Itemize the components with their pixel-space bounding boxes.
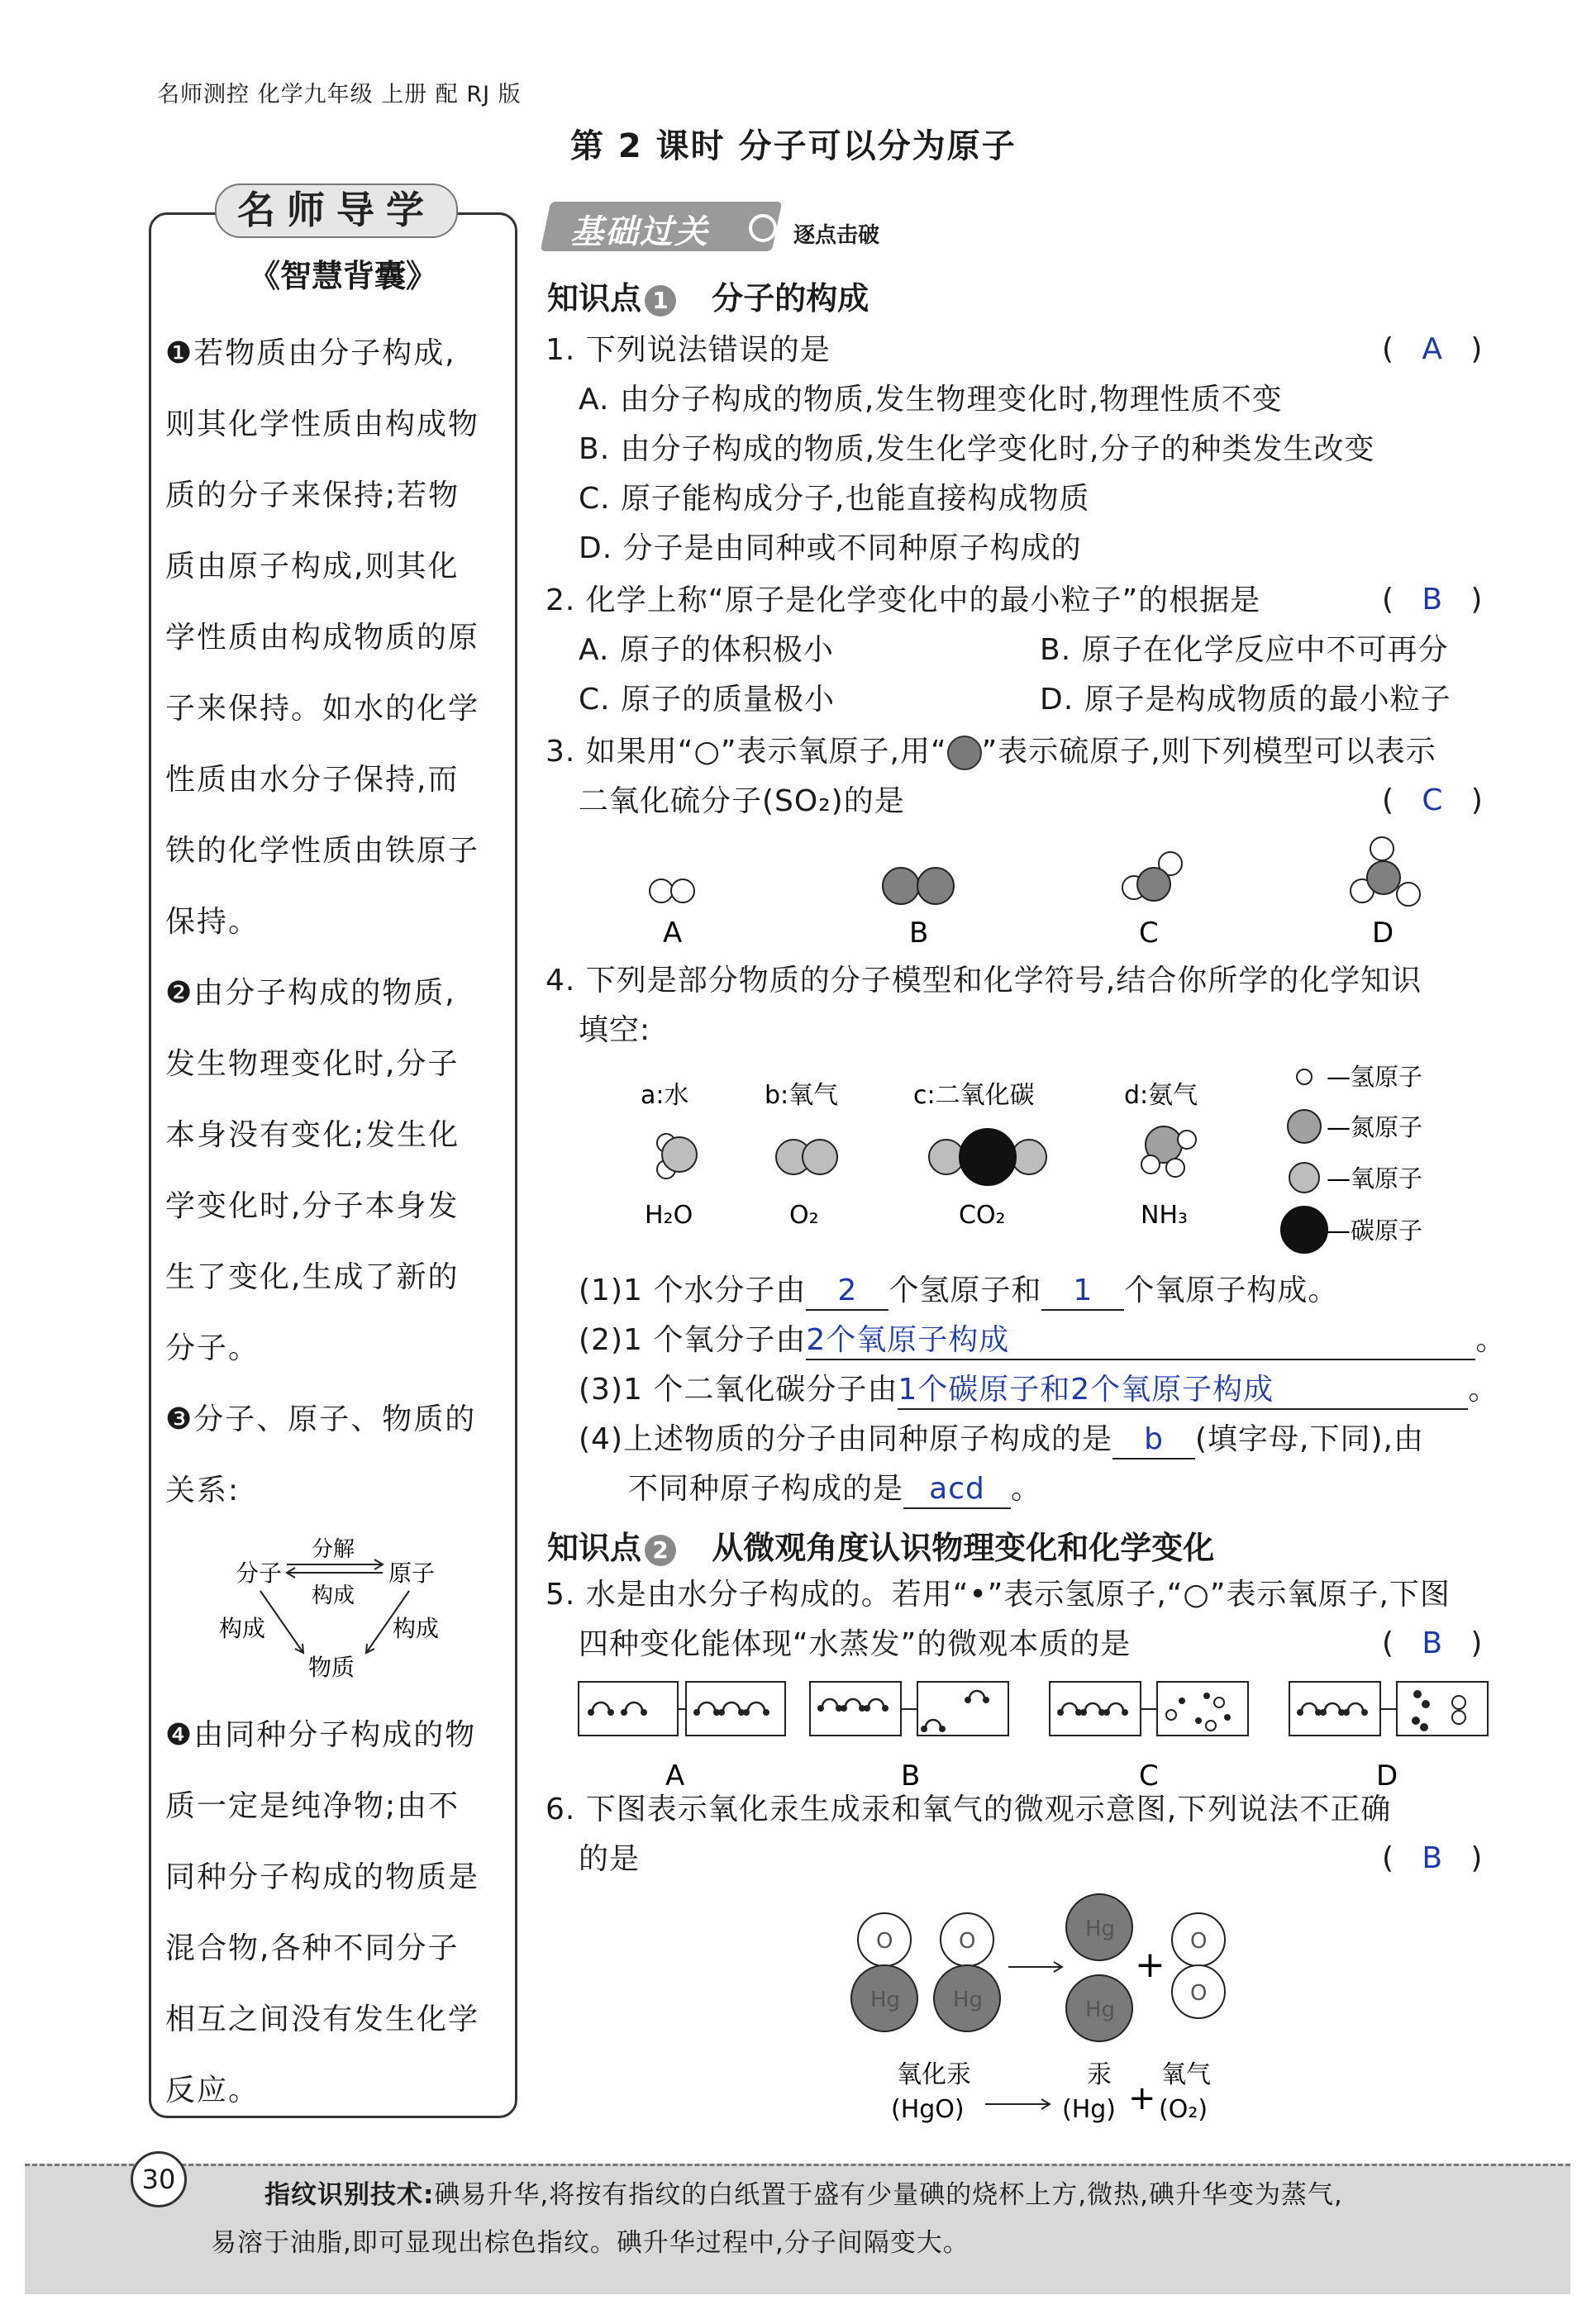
knowledge-point-1 [547,273,869,318]
oxygen-atom [1166,1710,1176,1720]
atom-label: O [1190,1929,1208,1954]
legend-hydrogen-icon [1297,1069,1312,1084]
q4-name: a:水 [641,1081,689,1110]
q5-label: C [1139,1759,1159,1793]
oxygen-atom [671,879,694,902]
q4-answer: acd [903,1471,1011,1509]
q4-text: (2)1 个氧分子由 [579,1323,807,1357]
kp-label: 知识点 [547,1530,642,1566]
atom-label: O [1190,1981,1208,2006]
sidebar-subtitle: 《智慧背囊》 [248,258,437,294]
q6-stem: 6. 下图表示氧化汞生成汞和氧气的微观示意图,下列说法不正确 [545,1793,1392,1826]
q4-models [628,1062,1579,1277]
q1-option: A. 由分子构成的物质,发生物理变化时,物理性质不变 [579,383,1283,417]
sidebar-line: 保持。 [165,905,260,939]
sulfur-atom [917,868,954,904]
q1-answer-paren: ( A ) [1382,332,1483,366]
q3-answer: C [1422,783,1443,817]
sulfur-atom [1367,861,1400,894]
q6-answer-paren: ( B ) [1382,1841,1483,1875]
sulfur-atom [1137,868,1170,901]
hydrogen-atom [1141,1155,1160,1174]
kp-number: 1 [645,285,676,317]
q3-label: C [1139,917,1159,950]
atom-label: Hg [953,1988,984,2012]
sidebar-line: 发生物理变化时,分子 [165,1047,460,1081]
diagram-compose: 构成 [312,1583,355,1608]
plus-sign: + [1128,2079,1156,2117]
sidebar-line: 本身没有变化;发生化 [165,1118,460,1152]
q2-answer: B [1422,583,1443,617]
q4-text: 个氧原子构成。 [1124,1274,1339,1307]
q4-formula: NH₃ [1141,1201,1189,1230]
oxygen-atom [1452,1696,1465,1709]
oxygen-atom [662,1137,697,1172]
hydrogen-atom [1166,1159,1184,1177]
section-banner-label: 基础过关 [570,213,709,251]
q4-sub2 [579,1322,1506,1360]
diagram-left: 构成 [219,1615,266,1642]
carbon-atom [960,1129,1016,1185]
diagram-molecule: 分子 [236,1559,283,1587]
product-formula: (O₂) [1159,2095,1208,2124]
q4-answer: 1 [1041,1273,1124,1311]
sidebar-line: 则其化学性质由构成物 [165,407,480,441]
sidebar-line: 学性质由构成物质的原 [165,621,480,655]
product-name: 氧气 [1161,2060,1211,2089]
product-name: 汞 [1087,2060,1112,2089]
q4-stem2: 填空: [579,1013,651,1047]
sidebar-line: 分子。 [165,1331,260,1365]
sidebar-line: 铁的化学性质由铁原子 [165,834,480,868]
q1-answer: A [1422,332,1443,366]
q5-answer: B [1422,1626,1443,1660]
kp-title: 分子的构成 [712,280,869,317]
q1-option: B. 由分子构成的物质,发生化学变化时,分子的种类发生改变 [579,432,1375,466]
q5-label: A [665,1759,685,1793]
sidebar-line: 质一定是纯净物;由不 [165,1789,460,1823]
kp-number: 2 [645,1535,676,1566]
q5-stem2: 四种变化能体现“水蒸发”的微观本质的是 [579,1627,1131,1661]
q1-option: D. 分子是由同种或不同种原子构成的 [579,531,1082,565]
sidebar-line: 混合物,各种不同分子 [165,1931,460,1965]
q6-answer: B [1422,1841,1443,1875]
q3-stem2: 二氧化硫分子(SO₂)的是 [579,784,905,818]
q4-name: c:二氧化碳 [913,1081,1035,1110]
q4-formula: O₂ [789,1201,819,1230]
page-number: 30 [131,2151,187,2207]
sidebar-line: ❸分子、原子、物质的 [165,1402,477,1436]
q5-answer-paren: ( B ) [1382,1626,1483,1660]
legend-label: —氢原子 [1327,1063,1423,1091]
sidebar-line: 相互之间没有发生化学 [165,2002,480,2036]
q2-stem: 2. 化学上称“原子是化学变化中的最小粒子”的根据是 [545,583,1261,617]
legend-label: —氧原子 [1327,1164,1423,1193]
q2-option: C. 原子的质量极小 [579,683,836,717]
sidebar-line: 反应。 [165,2074,260,2107]
plus-sign: + [1135,1944,1165,1986]
sidebar-line: 质的分子来保持;若物 [165,479,460,512]
oxygen-atom [1012,1140,1046,1174]
q4-text: 不同种原子构成的是 [628,1472,904,1506]
q2-option: D. 原子是构成物质的最小粒子 [1040,683,1451,717]
legend-label: —氮原子 [1327,1113,1423,1141]
q4-formula: H₂O [645,1201,693,1230]
legend-oxygen-icon [1289,1163,1319,1193]
q4-text: (3)1 个二氧化碳分子由 [579,1373,898,1407]
q3-label: A [663,917,683,950]
legend-nitrogen-icon [1288,1110,1321,1143]
q4-sub3 [579,1372,1498,1410]
sidebar-text-block-2 [165,1700,496,2126]
sidebar-line: 学变化时,分子本身发 [165,1189,460,1223]
state-box [1397,1682,1488,1736]
q1-stem: 1. 下列说法错误的是 [545,333,831,367]
relation-diagram [211,1525,459,1690]
q3-answer-paren: ( C ) [1382,783,1483,817]
arrow-left [260,1591,303,1653]
sidebar-line: 质由原子构成,则其化 [165,550,460,583]
reactant-name: 氧化汞 [897,2060,971,2089]
q2-option: A. 原子的体积极小 [579,633,834,667]
q6-stem2: 的是 [579,1842,641,1876]
q5-stem: 5. 水是由水分子构成的。若用“•”表示氢原子,“○”表示氧原子,下图 [545,1578,1451,1612]
sidebar-line: ❹由同种分子构成的物 [165,1718,477,1752]
sulfur-atom-icon [947,736,982,770]
q4-sub4-line2 [628,1471,1041,1509]
atom-label: Hg [870,1988,901,2012]
q1-option: C. 原子能构成分子,也能直接构成物质 [579,482,1090,516]
q4-text: (填字母,下同),由 [1195,1422,1424,1456]
kp-label: 知识点 [547,280,642,317]
atom-label: O [876,1929,893,1954]
sidebar-line: ❷由分子构成的物质, [165,976,456,1010]
sidebar-line: 子来保持。如水的化学 [165,692,480,726]
state-box [917,1682,1008,1736]
sulfur-atom [883,868,919,904]
target-icon [749,214,777,242]
oxygen-atom [1214,1698,1224,1707]
q4-text: 。 [1475,1323,1507,1357]
q4-sub4 [579,1421,1424,1459]
q5-label: D [1376,1759,1398,1793]
q4-name: b:氧气 [765,1081,839,1110]
reactant-formula: (HgO) [891,2095,965,2124]
q4-sub1 [579,1273,1338,1311]
q4-stem: 4. 下列是部分物质的分子模型和化学符号,结合你所学的化学知识 [545,964,1422,998]
diagram-atom: 原子 [388,1559,436,1587]
q4-text: (1)1 个水分子由 [579,1274,807,1307]
q2-answer-paren: ( B ) [1382,583,1483,617]
product-formula: (Hg) [1062,2095,1117,2124]
sidebar-line: 同种分子构成的物质是 [165,1860,480,1894]
page-title: 第 2 课时 分子可以分为原子 [570,127,1017,165]
q3-stem-a: 3. 如果用“○”表示氧原子,用“ [545,735,947,769]
series-header: 名师测控 化学九年级 上册 配 RJ 版 [157,82,522,107]
q6-diagram [843,1893,1339,2140]
oxygen-atom [803,1140,837,1174]
atom-label: O [959,1929,976,1954]
q4-answer: 1个碳原子和2个氧原子构成 [898,1372,1468,1410]
q2-option: B. 原子在化学反应中不可再分 [1040,633,1449,667]
diagram-decompose: 分解 [312,1537,355,1562]
oxygen-atom [1397,883,1420,906]
sidebar-line: 生了变化,生成了新的 [165,1260,460,1294]
q4-answer: b [1112,1421,1195,1459]
sidebar-text-block-1 [165,318,496,1526]
state-box [686,1682,785,1736]
q4-text: 。 [1468,1373,1499,1407]
sidebar-line: 关系: [165,1474,241,1507]
section-banner-sub: 逐点击破 [793,223,880,248]
atom-label: Hg [1085,1917,1116,1941]
oxygen-atom [1452,1711,1465,1724]
oxygen-atom [650,879,673,902]
q4-answer: 2个氧原子构成 [806,1322,1475,1360]
q5-diagrams [574,1678,1517,1802]
sidebar-badge: 名师导学 [215,183,458,238]
q5-label: B [901,1759,921,1793]
oxygen-atom [1370,837,1394,860]
state-box [1157,1682,1248,1736]
kp-title: 从微观角度认识物理变化和化学变化 [712,1530,1215,1566]
legend-label: —碳原子 [1327,1217,1423,1245]
q4-name: d:氨气 [1124,1081,1198,1110]
q3-label: B [909,917,929,950]
q4-text: 。 [1011,1472,1042,1506]
sidebar-line: 性质由水分子保持,而 [165,763,460,797]
footer-line-2: 易溶于油脂,即可显现出棕色指纹。碘升华过程中,分子间隔变大。 [211,2228,970,2258]
q4-answer: 2 [806,1273,889,1311]
knowledge-point-2 [547,1522,1214,1568]
q3-stem [545,734,1436,770]
q4-text: 个氢原子和 [889,1274,1042,1307]
oxygen-atom [1206,1721,1216,1731]
footer-line-1 [264,2174,1343,2211]
q4-text: (4)上述物质的分子由同种原子构成的是 [579,1422,1112,1456]
footer-text: 碘易升华,将按有指纹的白纸置于盛有少量碘的烧杯上方,微热,碘升华变为蒸气, [434,2180,1343,2210]
oxygen-atom [929,1140,964,1174]
legend-carbon-icon [1281,1207,1327,1253]
sidebar-line: ❶若物质由分子构成, [165,336,456,370]
q3-label: D [1372,917,1394,950]
q3-stem-b: ”表示硫原子,则下列模型可以表示 [981,735,1436,769]
q4-formula: CO₂ [959,1201,1006,1230]
diagram-right: 构成 [393,1615,440,1642]
diagram-matter: 物质 [308,1654,355,1681]
hydrogen-atom [1178,1131,1196,1149]
q3-models [628,835,1537,967]
atom-label: Hg [1085,1998,1116,2022]
footer-heading: 指纹识别技术: [264,2180,435,2210]
